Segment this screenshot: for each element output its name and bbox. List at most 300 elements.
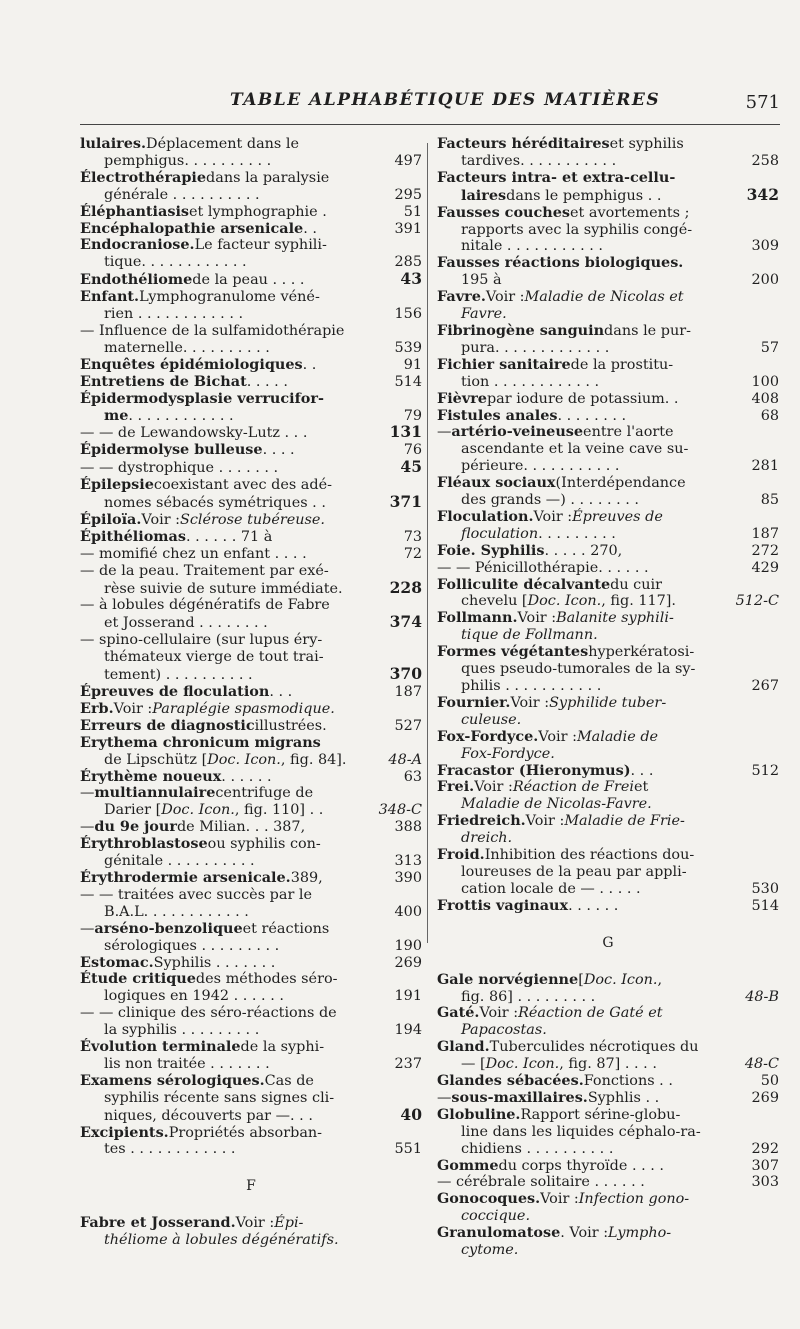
entry-text: du corps thyroïde . . . .	[498, 1157, 664, 1174]
entry-line	[437, 661, 779, 678]
entry-line	[437, 509, 779, 526]
entry-line	[80, 271, 422, 289]
entry-text: de la peau . . . .	[192, 272, 305, 289]
entry-line	[80, 494, 422, 512]
entry-line	[437, 238, 779, 255]
page-number: 571	[745, 92, 780, 113]
entry-heading: arséno-benzolique	[94, 919, 243, 937]
entry-heading: Facteurs héréditaires	[437, 135, 610, 152]
entry-text: maternelle. . . . . . . . . .	[104, 339, 270, 356]
running-header	[80, 90, 780, 126]
entry-text: tion . . . . . . . . . . . .	[461, 373, 600, 390]
entry-text: 389,	[290, 869, 323, 886]
entry-text: —	[80, 785, 95, 802]
entry-heading: laires	[461, 186, 507, 204]
entry-line	[80, 424, 422, 442]
entry-text: Voir :	[113, 700, 153, 717]
entry-line	[437, 746, 779, 763]
entry-text: par iodure de potassium. .	[486, 390, 679, 407]
entry-text: loureuses de la peau par appli-	[461, 863, 687, 880]
entry-text: B.A.L. . . . . . . . . . . .	[104, 903, 249, 920]
entry-line	[80, 614, 422, 632]
entry-line	[437, 255, 779, 272]
entry-text: et réactions	[242, 920, 330, 937]
entry-line	[437, 830, 779, 847]
entry-text: — [	[461, 1056, 486, 1073]
page-reference: 57	[760, 339, 779, 356]
entry-line	[80, 1056, 422, 1073]
entry-text: Maladie de Nicolas-Favre.	[461, 796, 652, 813]
page-reference: 194	[394, 1022, 422, 1039]
page-reference: 79	[403, 407, 422, 424]
entry-text: des grands —) . . . . . . . .	[461, 492, 639, 509]
page-reference: 187	[394, 684, 422, 700]
entry-heading: Erb.	[80, 699, 114, 717]
entry-text: ,	[657, 971, 663, 988]
entry-line	[437, 989, 779, 1006]
entry-line	[437, 847, 779, 864]
entry-text: ascendante et la veine cave su-	[461, 441, 689, 458]
index-entry	[437, 136, 779, 170]
entry-heading: Érythrodermie arsenicale.	[80, 868, 291, 886]
index-entry	[437, 1225, 779, 1259]
entry-heading: Formes végétantes	[437, 643, 589, 661]
entry-text: Voir :	[479, 1005, 519, 1022]
page-reference: 514	[751, 897, 779, 914]
entry-heading: Épilepsie	[80, 476, 154, 494]
entry-text: . . . . . . . . . . . .	[128, 407, 234, 424]
index-entry	[437, 644, 779, 695]
entry-line	[80, 971, 422, 988]
index-entry	[80, 170, 422, 204]
entry-line	[437, 340, 779, 357]
entry-text: et lymphographie .	[189, 203, 327, 220]
entry-line	[80, 1039, 422, 1056]
page-reference: 551	[394, 1141, 422, 1158]
entry-line	[80, 1022, 422, 1039]
index-entry	[80, 1215, 422, 1249]
entry-text: de la prostitu-	[570, 356, 674, 373]
entry-line	[80, 374, 422, 391]
entry-line	[80, 769, 422, 786]
entry-text: Propriétés absorban-	[168, 1124, 323, 1141]
entry-text: floculation	[461, 525, 539, 542]
page-reference: 374	[389, 612, 422, 632]
entry-line	[80, 459, 422, 477]
entry-heading: multiannulaire	[94, 784, 216, 802]
entry-line	[437, 881, 779, 898]
entry-heading: Folliculite décalvante	[437, 575, 611, 593]
entry-text: Darier [	[104, 802, 162, 819]
entry-text: — — traitées avec succès par le	[80, 886, 313, 903]
page-reference: 91	[403, 356, 422, 373]
index-entry	[80, 785, 422, 819]
page-reference: 391	[394, 220, 422, 237]
entry-text: Rapport sérine-globu-	[520, 1106, 681, 1123]
page-reference: 388	[394, 819, 422, 836]
entry-text: Doc. Icon.	[583, 971, 658, 988]
entry-heading: Fracastor (Hieronymus)	[437, 761, 631, 779]
entry-line	[437, 526, 779, 543]
entry-text: Réaction de Frei	[512, 779, 634, 796]
entry-line	[437, 712, 779, 729]
entry-heading: Fox-Fordyce.	[437, 727, 539, 745]
index-entry	[80, 391, 422, 425]
entry-text: syphilis récente sans signes cli-	[104, 1089, 335, 1106]
entry-text: Voir :	[538, 728, 577, 745]
entry-line	[437, 492, 779, 509]
entry-line	[437, 610, 779, 627]
entry-line	[437, 1225, 779, 1242]
entry-text: pura. . . . . . . . . . . . .	[461, 339, 610, 356]
index-entry	[80, 459, 422, 477]
entry-text: dans la paralysie	[206, 169, 330, 186]
index-entry	[80, 424, 422, 442]
entry-heading: Gomme	[437, 1156, 499, 1174]
entry-line	[437, 391, 779, 408]
index-entry	[437, 509, 779, 543]
entry-text: tique. . . . . . . . . . . .	[104, 254, 247, 271]
entry-line	[80, 204, 422, 221]
index-entry	[437, 972, 779, 1006]
index-entry	[80, 374, 422, 391]
index-entry	[80, 357, 422, 374]
index-entry	[437, 255, 779, 289]
page-reference: 48-B	[745, 988, 779, 1005]
entry-text: Déplacement dans le	[146, 136, 299, 152]
entry-line	[80, 938, 422, 955]
page-reference: 309	[751, 238, 779, 255]
page-reference: 371	[389, 492, 422, 512]
entry-text: Sclérose tubéreuse.	[180, 511, 325, 528]
entry-line	[437, 593, 779, 610]
section-letter: G	[602, 934, 614, 951]
entry-line	[437, 153, 779, 170]
page-reference: 281	[751, 458, 779, 475]
page-reference: 131	[389, 422, 422, 442]
entry-heading: sous-maxillaires.	[451, 1088, 588, 1106]
entry-heading: Fichier sanitaire	[437, 355, 571, 373]
index-entry	[437, 424, 779, 475]
index-entry	[437, 1039, 779, 1073]
entry-line	[80, 666, 422, 684]
entry-text: —	[437, 424, 452, 441]
entry-text: . . . . .	[246, 373, 288, 390]
entry-heading: Fléaux sociaux	[437, 474, 556, 492]
entry-line	[437, 678, 779, 695]
index-entry	[80, 632, 422, 684]
index-column-left	[80, 136, 422, 1249]
index-entry	[80, 836, 422, 870]
entry-heading: Friedreich.	[437, 812, 526, 830]
index-entry	[437, 1090, 779, 1107]
entry-line	[80, 442, 422, 459]
entry-heading: Fausses réactions biologiques.	[437, 254, 684, 272]
entry-line	[80, 477, 422, 494]
entry-heading: Excipients.	[80, 1123, 169, 1141]
entry-text: illustrées.	[254, 717, 327, 734]
entry-text: Inhibition des réactions dou-	[484, 847, 695, 864]
entry-text: de Milian. . . 387,	[176, 819, 306, 836]
entry-text: hyperkératosi-	[588, 644, 695, 661]
index-entry	[437, 1073, 779, 1090]
entry-line	[437, 1107, 779, 1124]
entry-heading: Épiloïa.	[80, 510, 142, 528]
entry-text: Doc. Icon.	[485, 1056, 560, 1073]
entry-line	[80, 870, 422, 887]
index-entry	[80, 597, 422, 632]
page-reference: 527	[394, 717, 422, 734]
index-entry	[437, 1005, 779, 1039]
entry-text: culeuse.	[461, 711, 522, 728]
entry-line	[80, 577, 422, 598]
entry-text: — Influence de la sulfamidothérapie	[80, 322, 345, 339]
entry-line	[437, 627, 779, 644]
entry-heading: Floculation.	[437, 507, 534, 525]
index-entry	[437, 779, 779, 813]
entry-text: théliome à lobules dégénératifs.	[104, 1232, 339, 1249]
entry-heading: Fièvre	[437, 389, 487, 407]
index-entry	[437, 560, 779, 577]
entry-text: génitale . . . . . . . . . .	[104, 853, 255, 870]
entry-text: — à lobules dégénératifs de Fabre	[80, 597, 330, 614]
entry-text: Voir :	[485, 289, 525, 306]
entry-text: — — Pénicillothérapie. . . . . .	[437, 559, 649, 576]
entry-line	[80, 357, 422, 374]
index-entry	[80, 701, 422, 718]
page-reference: 408	[751, 390, 779, 407]
entry-line	[80, 153, 422, 170]
entry-text: — — dystrophique . . . . . . .	[80, 460, 279, 477]
entry-line	[437, 779, 779, 796]
entry-line	[80, 237, 422, 254]
page-reference: 48-A	[388, 751, 422, 768]
entry-text: . . . . . 270,	[544, 542, 623, 559]
entry-text: thémateux vierge de tout trai-	[104, 649, 324, 666]
entry-text: —	[437, 1089, 452, 1106]
page-reference: 100	[751, 373, 779, 390]
entry-line	[80, 904, 422, 921]
entry-text: ou syphilis con-	[207, 836, 321, 853]
page-reference: 200	[751, 272, 779, 289]
entry-text: — momifié chez un enfant . . . .	[80, 545, 307, 562]
entry-line	[80, 1141, 422, 1158]
entry-line	[80, 221, 422, 238]
entry-text: et Josserand . . . . . . . .	[104, 615, 268, 632]
index-entry	[437, 847, 779, 898]
entry-text: —	[80, 819, 95, 836]
entry-heading: Fournier.	[437, 693, 511, 711]
entry-text: ques pseudo-tumorales de la sy-	[461, 661, 696, 678]
entry-text: Papacostas.	[461, 1022, 547, 1039]
entry-text: Infection gono-	[578, 1191, 690, 1208]
entry-heading: lulaires.	[80, 135, 147, 152]
entry-text: Voir :	[533, 508, 573, 525]
entry-text: . . . . . . . .	[557, 407, 627, 424]
entry-text: de Lipschütz [	[104, 751, 208, 768]
index-entry	[437, 695, 779, 729]
entry-text: . . . . . .	[568, 897, 619, 914]
entry-text: pemphigus. . . . . . . . . .	[104, 152, 272, 169]
page-reference: 237	[394, 1055, 422, 1072]
entry-text: la syphilis . . . . . . . . .	[104, 1022, 260, 1039]
entry-text: Voir :	[474, 779, 513, 796]
index-entry	[80, 735, 422, 769]
entry-text: chidiens . . . . . . . . . .	[461, 1140, 614, 1157]
entry-heading: Erythema chronicum migrans	[80, 733, 321, 751]
entry-line	[80, 170, 422, 187]
entry-heading: Gale norvégienne	[437, 970, 579, 988]
entry-text: tardives. . . . . . . . . . .	[461, 152, 617, 169]
index-entry	[80, 921, 422, 955]
entry-heading: Endothéliome	[80, 271, 193, 289]
page-reference: 156	[394, 306, 422, 323]
page-reference: 267	[751, 678, 779, 694]
entry-line	[80, 1125, 422, 1142]
entry-heading: Érythroblastose	[80, 835, 208, 853]
entry-text: Doc. Icon.	[527, 593, 602, 610]
entry-line	[80, 1005, 422, 1022]
page-reference: 40	[400, 1104, 422, 1124]
index-entry	[437, 323, 779, 357]
page-reference: 50	[760, 1073, 779, 1090]
entry-text: philis . . . . . . . . . . .	[461, 678, 602, 694]
index-entry	[80, 323, 422, 357]
page-reference: 390	[394, 869, 422, 886]
index-entry	[437, 1107, 779, 1158]
entry-text: nomes sébacés symétriques . .	[104, 495, 326, 512]
entry-line	[437, 184, 779, 205]
entry-line	[80, 701, 422, 718]
page-reference: 307	[751, 1157, 779, 1174]
entry-line	[437, 1242, 779, 1259]
index-entry	[80, 684, 422, 701]
entry-heading: Globuline.	[437, 1105, 521, 1123]
entry-text: Syphilide tuber-	[549, 694, 667, 711]
index-entry	[437, 391, 779, 408]
page-reference: 190	[394, 937, 422, 954]
entry-line	[437, 272, 779, 289]
entry-text: Paraplégie spasmodique.	[152, 700, 335, 717]
entry-text: . . . . . . 71 à	[185, 528, 273, 545]
index-entry	[437, 1158, 779, 1175]
index-entry	[80, 819, 422, 836]
index-entry	[80, 237, 422, 271]
entry-line	[80, 836, 422, 853]
entry-line	[80, 819, 422, 836]
entry-line	[80, 563, 422, 580]
entry-line	[437, 763, 779, 780]
index-entry	[437, 577, 779, 611]
page-reference: 72	[403, 545, 422, 562]
entry-line	[80, 802, 422, 819]
index-entry	[80, 870, 422, 887]
entry-text: tes . . . . . . . . . . . .	[104, 1141, 236, 1158]
entry-line	[437, 1191, 779, 1208]
entry-heading: Électrothérapie	[80, 168, 207, 186]
page-reference: 342	[746, 184, 779, 204]
entry-heading: Fausses couches	[437, 203, 570, 221]
entry-heading: Erreurs de diagnostic	[80, 716, 255, 734]
entry-text: dans le pur-	[604, 322, 691, 339]
index-entry	[437, 763, 779, 780]
entry-text: Voir :	[141, 511, 181, 528]
index-entry	[80, 563, 422, 598]
entry-line	[437, 560, 779, 577]
entry-line	[80, 1215, 422, 1232]
page-reference: 530	[751, 880, 779, 897]
entry-text: Fonctions . .	[583, 1073, 673, 1090]
entry-text: Maladie de	[576, 728, 659, 745]
entry-line	[437, 306, 779, 323]
entry-heading: Estomac.	[80, 953, 154, 971]
entry-text: Maladie de Nicolas et	[524, 289, 684, 306]
entry-heading: Fibrinogène sanguin	[437, 321, 605, 339]
entry-heading: Enfant.	[80, 288, 140, 306]
section-letter: F	[246, 1178, 256, 1195]
entry-line	[80, 529, 422, 546]
entry-heading: Entretiens de Bichat	[80, 372, 247, 390]
page-reference: 63	[403, 768, 422, 785]
index-entry	[80, 442, 422, 459]
entry-text: cytome.	[461, 1242, 519, 1259]
entry-text: Fox-Fordyce.	[461, 745, 555, 762]
page-reference: 272	[751, 542, 779, 559]
entry-line	[437, 796, 779, 813]
index-entry	[80, 204, 422, 221]
index-entry	[80, 221, 422, 238]
entry-line	[80, 649, 422, 666]
entry-text: des méthodes séro-	[195, 971, 338, 988]
entry-line	[437, 1005, 779, 1022]
entry-line	[437, 424, 779, 441]
entry-line	[80, 887, 422, 904]
index-entry	[437, 205, 779, 256]
index-entry	[437, 610, 779, 644]
entry-text: de la syphi-	[240, 1039, 325, 1056]
page-reference: 370	[389, 664, 422, 684]
entry-text: . . . . . . . . .	[538, 525, 616, 542]
entry-heading: Endocraniose.	[80, 236, 195, 254]
entry-line	[437, 898, 779, 915]
entry-line	[437, 1090, 779, 1107]
entry-text: et avortements ;	[570, 204, 690, 221]
entry-text: . . .	[269, 684, 293, 700]
entry-text: Réaction de Gaté et	[518, 1005, 663, 1022]
entry-line	[437, 323, 779, 340]
index-entry	[80, 955, 422, 972]
entry-heading: Froid.	[437, 846, 485, 864]
entry-line	[437, 543, 779, 560]
entry-text: du cuir	[610, 576, 662, 593]
entry-heading: me	[104, 406, 129, 424]
entry-text: périeure. . . . . . . . . . .	[461, 458, 620, 475]
entry-line	[80, 718, 422, 735]
entry-text: chevelu [	[461, 593, 528, 610]
index-entry	[80, 271, 422, 289]
entry-line	[437, 1158, 779, 1175]
entry-text: , fig. 110] . .	[234, 802, 324, 819]
page-reference: 191	[394, 988, 422, 1005]
entry-heading: Granulomatose	[437, 1224, 561, 1242]
index-entry	[80, 477, 422, 512]
index-entry	[80, 718, 422, 735]
page-reference: 514	[394, 373, 422, 390]
entry-line	[437, 644, 779, 661]
entry-heading: Glandes sébacées.	[437, 1072, 584, 1090]
entry-line	[80, 340, 422, 357]
entry-line	[80, 785, 422, 802]
